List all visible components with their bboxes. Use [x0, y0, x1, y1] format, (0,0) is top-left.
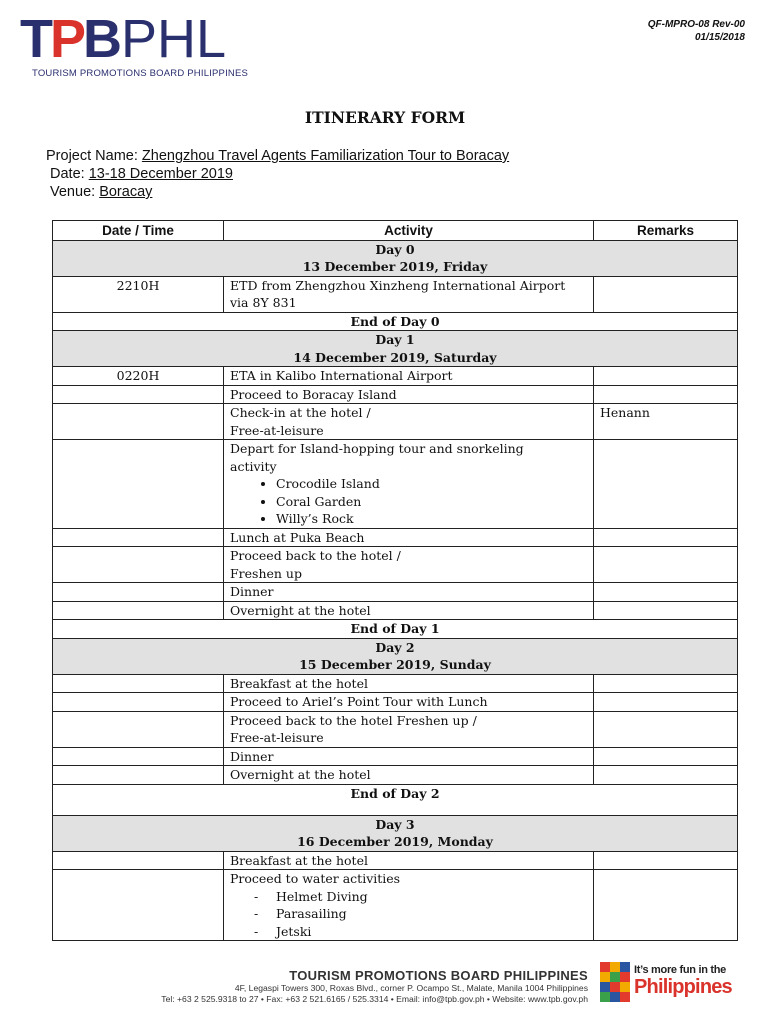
project-value: Zhengzhou Travel Agents Familiarization Tour to Boracay: [141, 148, 510, 164]
time-cell: [53, 674, 224, 693]
list-item: - Parasailing: [276, 905, 587, 923]
activity-line: activity: [230, 458, 277, 474]
activity-line: ETD from Zhengzhou Xinzheng International Airport: [230, 277, 566, 293]
project-name-line: [46, 147, 509, 165]
day-date: 14 December 2019, Saturday: [293, 349, 497, 365]
time-cell: [53, 601, 224, 620]
activity-cell: [224, 276, 594, 312]
day-header: [53, 331, 738, 367]
footer-address: 4F, Legaspi Towers 300, Roxas Blvd., corner P. Ocampo St., Malate, Manila 1004 Philippines: [234, 983, 588, 993]
day-date: 16 December 2019, Monday: [297, 834, 493, 849]
table-row: [53, 601, 738, 620]
day-date: 15 December 2019, Sunday: [299, 657, 491, 672]
activity-line: Proceed back to the hotel /: [230, 548, 401, 563]
bullet-list: [230, 475, 587, 528]
list-item: • Willy’s Rock: [276, 510, 587, 528]
doc-date: 01/15/2018: [694, 32, 745, 43]
time-cell: [53, 870, 224, 941]
activity-line: Freshen up: [230, 565, 302, 581]
table-row: [53, 276, 738, 312]
remarks-cell: [594, 711, 738, 747]
table-header-row: [53, 221, 738, 241]
header-date-time: Date / Time: [53, 221, 224, 241]
activity-cell: Proceed to Ariel’s Point Tour with Lunch: [224, 693, 594, 712]
time-cell: 0220H: [53, 367, 224, 386]
activity-line: Check-in at the hotel /: [230, 405, 371, 420]
day-header: [53, 240, 738, 276]
table-row: [53, 385, 738, 404]
time-cell: [53, 766, 224, 785]
activity-cell: ETA in Kalibo International Airport: [224, 367, 594, 386]
activity-cell: Proceed to Boracay Island: [224, 385, 594, 404]
form-title: ITINERARY FORM: [304, 108, 466, 127]
logo-tpb: TPB: [20, 9, 120, 69]
remarks-cell: [594, 385, 738, 404]
activity-cell: [224, 870, 594, 941]
day-end-row: [53, 620, 738, 639]
table-row: [53, 583, 738, 602]
day-header: [53, 815, 738, 851]
day-end: End of Day 2: [53, 784, 738, 815]
remarks-cell: [594, 276, 738, 312]
activity-cell: Dinner: [224, 747, 594, 766]
table-row: [53, 674, 738, 693]
remarks-cell: [594, 367, 738, 386]
day-header-row: [53, 331, 738, 367]
day-header: [53, 638, 738, 674]
activity-cell: [224, 440, 594, 529]
activity-cell: Breakfast at the hotel: [224, 851, 594, 870]
mosaic-icon: [600, 962, 630, 1004]
time-cell: [53, 583, 224, 602]
document-reference: [648, 18, 745, 44]
footer-org: TOURISM PROMOTIONS BOARD PHILIPPINES: [289, 968, 588, 983]
doc-code: QF-MPRO-08 Rev-00: [647, 19, 745, 30]
date-value: 13-18 December 2019: [88, 166, 233, 182]
footer-contact: Tel: +63 2 525.9318 to 27 • Fax: +63 2 521.6165 / 525.3314 • Email: info@tpb.gov.ph • Website: www.tpb.gov.ph: [161, 994, 588, 1004]
list-item: • Coral Garden: [276, 493, 587, 511]
day-title: Day 0: [375, 241, 415, 257]
table-row: [53, 404, 738, 440]
activity-line: Free-at-leisure: [230, 730, 324, 745]
remarks-cell: [594, 870, 738, 941]
table-row: [53, 528, 738, 547]
project-label: Project Name:: [46, 148, 142, 164]
venue-label: Venue:: [50, 184, 100, 200]
day-header-row: [53, 240, 738, 276]
day-header-row: [53, 638, 738, 674]
activity-cell: Overnight at the hotel: [224, 766, 594, 785]
remarks-cell: [594, 440, 738, 529]
time-cell: [53, 528, 224, 547]
table-row: [53, 851, 738, 870]
logo-phl: PHL: [121, 9, 227, 69]
table-row: [53, 747, 738, 766]
table-row: [53, 547, 738, 583]
activity-cell: Overnight at the hotel: [224, 601, 594, 620]
day-end-row: [53, 312, 738, 331]
table-row: [53, 870, 738, 941]
remarks-cell: [594, 674, 738, 693]
activity-cell: Breakfast at the hotel: [224, 674, 594, 693]
brand-word: Philippines: [634, 976, 732, 998]
venue-value: Boracay: [99, 184, 153, 200]
activity-line: Free-at-leisure: [230, 422, 324, 438]
list-item: • Crocodile Island: [276, 475, 587, 493]
activity-line: Proceed back to the hotel Freshen up /: [230, 712, 477, 728]
footer: [60, 968, 588, 1005]
time-cell: [53, 440, 224, 529]
activity-cell: Lunch at Puka Beach: [224, 528, 594, 547]
remarks-cell: [594, 851, 738, 870]
activity-cell: Dinner: [224, 583, 594, 602]
date-label: Date:: [50, 166, 89, 182]
dash-list: [230, 888, 587, 941]
list-item: - Helmet Diving: [276, 888, 587, 906]
day-title: Day 3: [375, 816, 415, 832]
day-end: End of Day 1: [53, 620, 738, 639]
list-item: - Jetski: [276, 923, 587, 941]
remarks-cell: [594, 528, 738, 547]
logo-wordmark: [20, 9, 227, 69]
time-cell: [53, 385, 224, 404]
time-cell: [53, 851, 224, 870]
date-line: [46, 165, 509, 183]
table-row: [53, 367, 738, 386]
remarks-cell: [594, 766, 738, 785]
more-fun-logo: [600, 960, 750, 1006]
venue-line: [46, 183, 509, 201]
day-title: Day 1: [375, 332, 415, 347]
table-row: [53, 693, 738, 712]
remarks-cell: Henann: [594, 404, 738, 440]
project-info: [46, 147, 509, 201]
activity-cell: [224, 404, 594, 440]
day-date: 13 December 2019, Friday: [302, 259, 488, 274]
remarks-cell: [594, 693, 738, 712]
remarks-cell: [594, 601, 738, 620]
table-row: [53, 440, 738, 529]
brand-tagline: It’s more fun in the: [634, 964, 726, 976]
activity-cell: [224, 711, 594, 747]
logo-subtitle: TOURISM PROMOTIONS BOARD PHILIPPINES: [32, 68, 249, 79]
header-activity: Activity: [224, 221, 594, 241]
remarks-cell: [594, 747, 738, 766]
remarks-cell: [594, 547, 738, 583]
header-remarks: Remarks: [594, 221, 738, 241]
time-cell: [53, 693, 224, 712]
day-header-row: [53, 815, 738, 851]
activity-line: via 8Y 831: [230, 295, 297, 310]
table-row: [53, 766, 738, 785]
activity-line: Depart for Island-hopping tour and snorkeling: [230, 441, 524, 456]
time-cell: 2210H: [53, 276, 224, 312]
itinerary-table: [52, 220, 738, 941]
time-cell: [53, 547, 224, 583]
day-title: Day 2: [375, 639, 415, 655]
time-cell: [53, 747, 224, 766]
table-row: [53, 711, 738, 747]
tpb-logo: [20, 9, 260, 84]
remarks-cell: [594, 583, 738, 602]
time-cell: [53, 711, 224, 747]
time-cell: [53, 404, 224, 440]
activity-cell: [224, 547, 594, 583]
day-end: End of Day 0: [53, 312, 738, 331]
activity-line: Proceed to water activities: [230, 871, 401, 886]
day-end-row: [53, 784, 738, 815]
